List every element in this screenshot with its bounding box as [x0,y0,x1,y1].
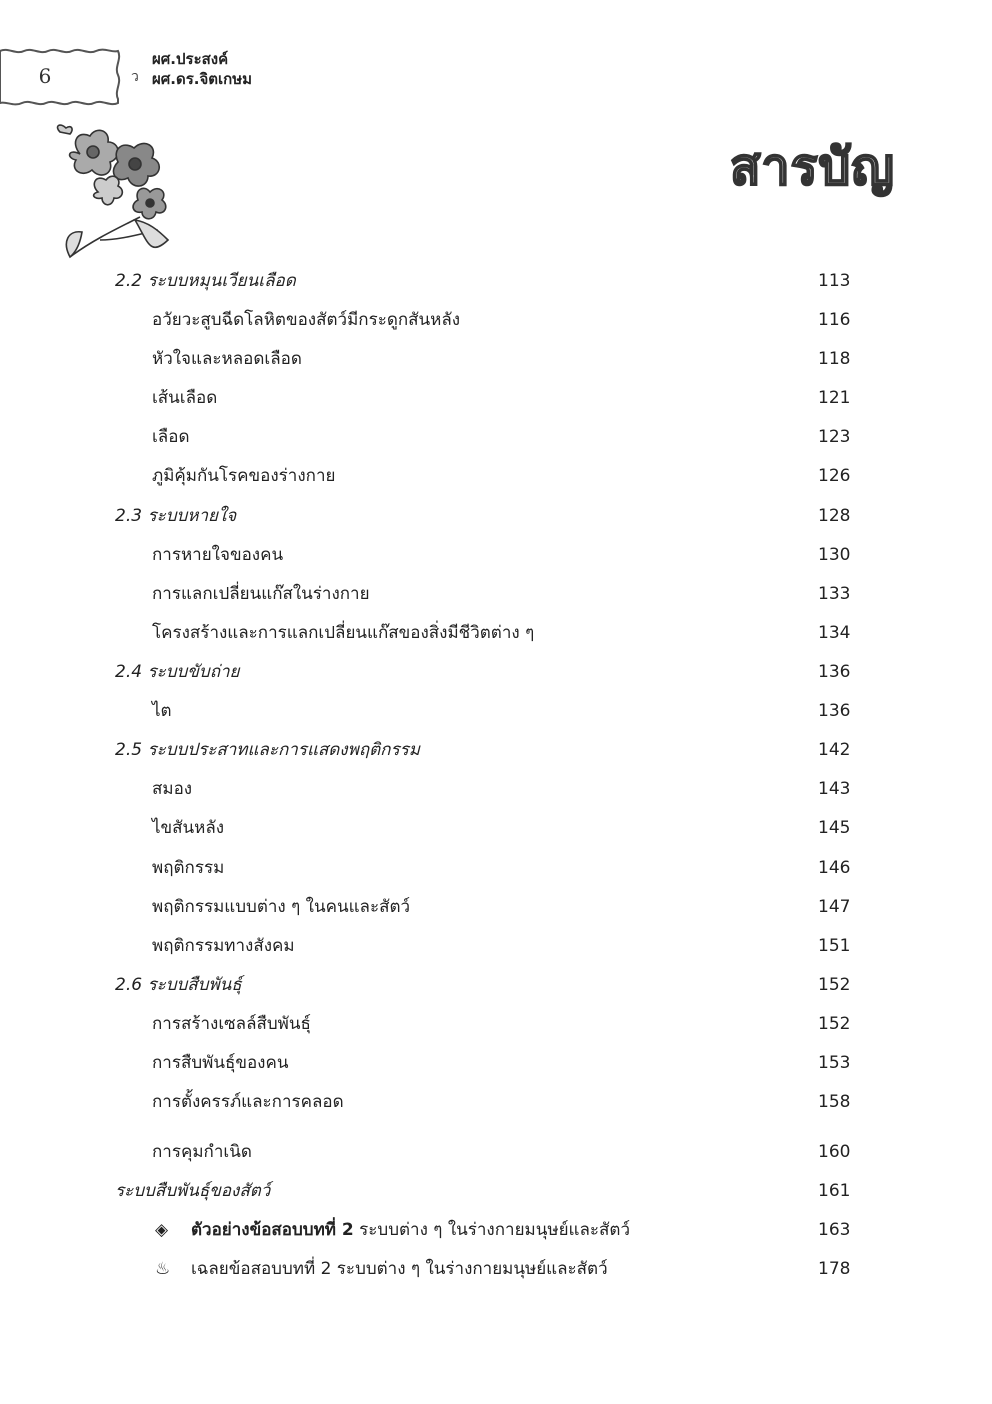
hot-springs-bullet-icon: ♨ [155,1259,171,1279]
toc-entry-page: 152 [818,975,851,995]
toc-entry-label: โครงสร้างและการแลกเปลี่ยนแก๊สของสิ่งมีชีวิตต่าง ๆ [152,623,535,643]
toc-entry-page: 161 [818,1181,851,1201]
toc-entry-label: พฤติกรรม [152,858,225,878]
page-number-tab [0,45,120,107]
toc-entry-page: 143 [818,779,851,799]
answers-label: เฉลยข้อสอบบทที่ 2 ระบบต่าง ๆ ในร่างกายมนุษย์และสัตว์ [191,1259,608,1279]
toc-entry-label: การหายใจของคน [152,545,284,565]
toc-entry-label: เส้นเลือด [152,388,218,408]
toc-entry-label: ไต [152,701,172,721]
toc-entry-page: 151 [818,936,851,956]
toc-entry-label: อวัยวะสูบฉีดโลหิตของสัตว์มีกระดูกสันหลัง [152,310,461,330]
author-line-1: ผศ.ประสงค์ [152,50,229,68]
toc-entry-label: การแลกเปลี่ยนแก๊สในร่างกาย [152,584,370,604]
toc-entry-page: 126 [818,466,851,486]
diamond-bullet-icon: ◈ [155,1220,169,1240]
toc-entry-label: ระบบสืบพันธุ์ของสัตว์ [115,1181,271,1201]
toc-entry-page: 145 [818,818,851,838]
toc-entry-page: 116 [818,310,851,330]
toc-entry-label: การสร้างเซลล์สืบพันธุ์ [152,1014,311,1034]
toc-entry-label: พฤติกรรมทางสังคม [152,936,295,956]
toc-entry-label: 2.6 ระบบสืบพันธุ์ [115,975,242,995]
exam-label-rest: ระบบต่าง ๆ ในร่างกายมนุษย์และสัตว์ [353,1220,630,1240]
toc-entry-page: 136 [818,662,851,682]
toc-entry-label: ภูมิคุ้มกันโรคของร่างกาย [152,466,336,486]
author-line-2: ผศ.ดร.จิตเกษม [152,70,253,88]
toc-entry-page: 153 [818,1053,851,1073]
toc-entry-label: เลือด [152,427,190,447]
toc-entry-page: 113 [818,271,851,291]
toc-entry-page: 136 [818,701,851,721]
toc-entry-page: 142 [818,740,851,760]
toc-entry-label: หัวใจและหลอดเลือด [152,349,302,369]
toc-entry-page: 146 [818,858,851,878]
author-block [152,49,252,89]
toc-entry-page: 160 [818,1142,851,1162]
tab-mark: ว [131,69,139,85]
toc-entry-page: 152 [818,1014,851,1034]
toc-entry-page: 118 [818,349,851,369]
page-number: 6 [38,64,52,88]
toc-entry-label: 2.5 ระบบประสาทและการแสดงพฤติกรรม [115,740,420,760]
toc-entry-label: 2.3 ระบบหายใจ [115,506,237,526]
exam-label-bold: ตัวอย่างข้อสอบบทที่ 2 [191,1220,354,1240]
toc-title: สารบัญ [730,138,895,196]
toc-entry-page: 123 [818,427,851,447]
toc-entry-label: 2.2 ระบบหมุนเวียนเลือด [115,271,296,291]
toc-entry-page: 121 [818,388,851,408]
toc-entry-label: ไขสันหลัง [152,818,225,838]
toc-entry-page: 178 [818,1259,851,1279]
toc-entry-page: 163 [818,1220,851,1240]
toc-entry-label: 2.4 ระบบขับถ่าย [115,662,240,682]
toc-entry-label: สมอง [152,779,193,799]
toc-entry-page: 128 [818,506,851,526]
toc-entry-page: 133 [818,584,851,604]
flower-illustration-icon [40,122,190,267]
toc-entry-page: 130 [818,545,851,565]
toc-entry-page: 134 [818,623,851,643]
toc-entry-label: การสืบพันธุ์ของคน [152,1053,289,1073]
toc-entry-page: 147 [818,897,851,917]
toc-entry-label: การตั้งครรภ์และการคลอด [152,1092,344,1112]
toc-entry-page: 158 [818,1092,851,1112]
toc-entry-label: พฤติกรรมแบบต่าง ๆ ในคนและสัตว์ [152,897,411,917]
toc-entry-label: การคุมกำเนิด [152,1142,252,1162]
